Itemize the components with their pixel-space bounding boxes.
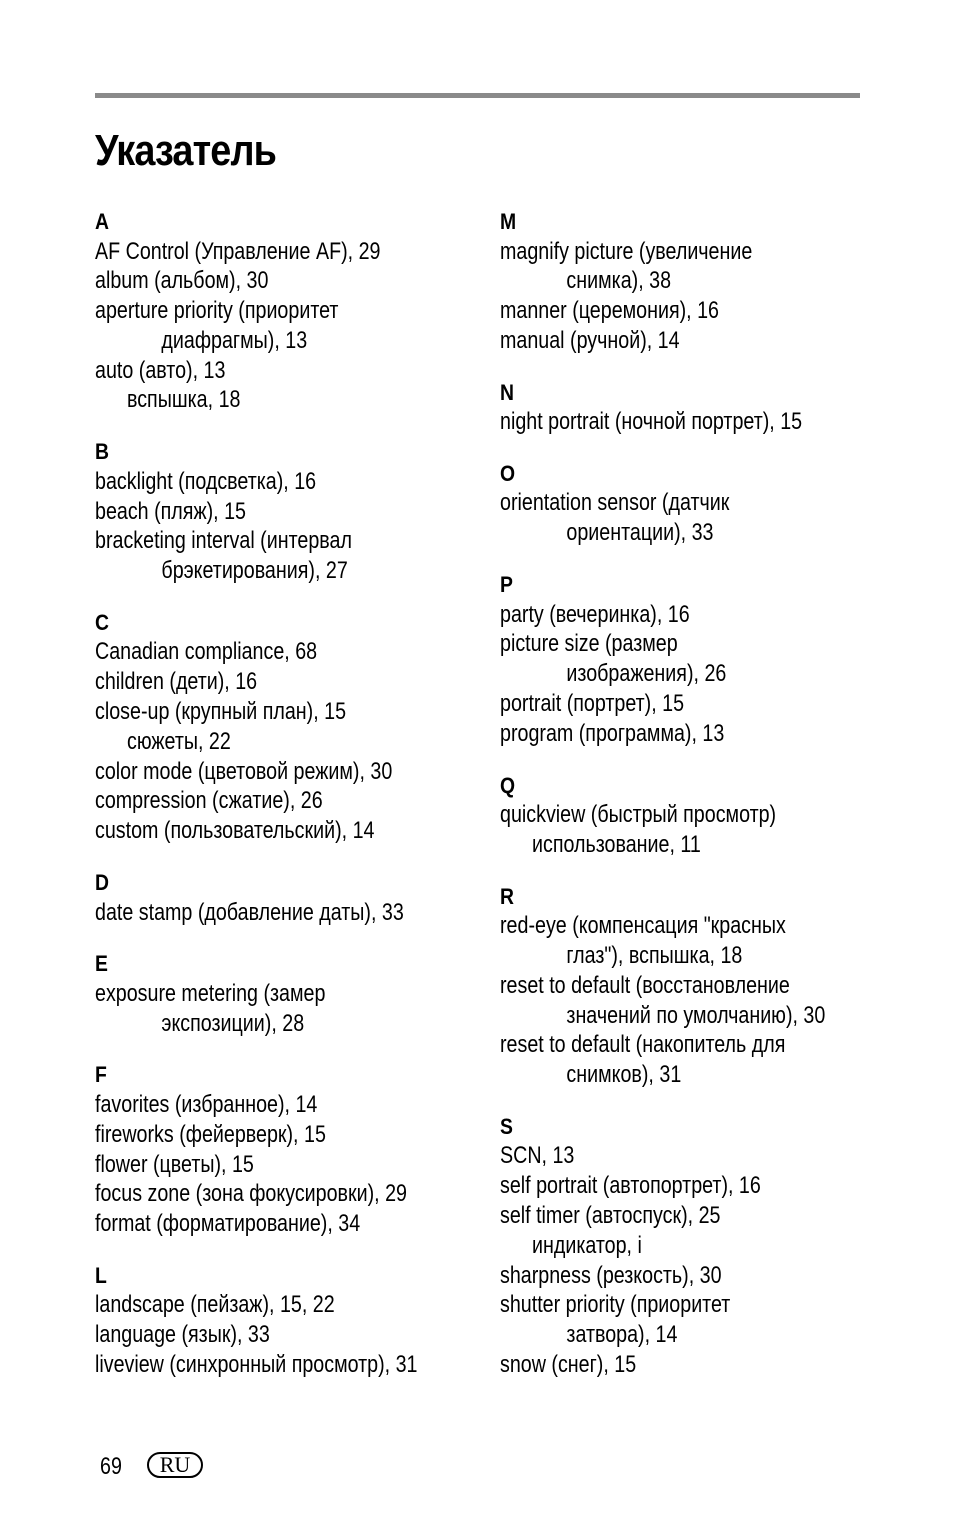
section-letter: N	[500, 379, 514, 405]
index-section	[500, 570, 900, 748]
index-section	[500, 771, 900, 860]
page-title: Указатель	[95, 126, 277, 175]
index-entry: date stamp (добавление даты), 33	[95, 898, 404, 926]
index-entry: compression (сжатие), 26	[95, 787, 323, 815]
index-entry-continuation: значений по умолчанию), 30	[566, 1001, 826, 1029]
index-entry-continuation: снимка), 38	[566, 267, 672, 295]
index-subentry: индикатор, i	[531, 1231, 642, 1259]
index-entry: reset to default (восстановление	[500, 971, 790, 999]
section-letter: S	[500, 1113, 513, 1139]
index-entry: liveview (синхронный просмотр), 31	[95, 1351, 418, 1379]
index-entry: night portrait (ночной портрет), 15	[500, 408, 803, 436]
index-section	[500, 1112, 900, 1380]
index-entry: orientation sensor (датчик	[500, 489, 730, 517]
section-letter: E	[95, 951, 108, 977]
index-entry: picture size (размер	[500, 630, 678, 658]
index-entry: AF Control (Управление AF), 29	[95, 237, 381, 265]
index-section	[95, 1060, 495, 1238]
index-entry-continuation: затвора), 14	[566, 1321, 678, 1349]
index-entry: program (программа), 13	[500, 719, 725, 747]
section-letter: O	[500, 460, 516, 486]
index-section	[95, 608, 495, 846]
section-letter: B	[95, 439, 109, 465]
language-badge: RU	[147, 1452, 203, 1478]
index-entry: sharpness (резкость), 30	[500, 1261, 722, 1289]
section-letter: L	[95, 1262, 107, 1288]
index-entry: children (дети), 16	[95, 668, 258, 696]
index-section	[95, 207, 495, 415]
section-letter: R	[500, 883, 514, 909]
index-entry: shutter priority (приоритет	[500, 1291, 731, 1319]
index-section	[95, 949, 495, 1038]
index-entry: Canadian compliance, 68	[95, 638, 318, 666]
section-letter: C	[95, 609, 109, 635]
index-entry-continuation: глаз"), вспышка, 18	[566, 941, 743, 969]
index-entry: language (язык), 33	[95, 1321, 270, 1349]
index-entry: color mode (цветовой режим), 30	[95, 757, 393, 785]
index-entry-continuation: ориентации), 33	[566, 519, 714, 547]
index-entry: red-eye (компенсация "красных	[500, 912, 786, 940]
index-entry: auto (авто), 13	[95, 356, 226, 384]
index-entry-continuation: изображения), 26	[566, 660, 727, 688]
index-subentry: использование, 11	[531, 830, 701, 858]
index-section	[500, 207, 900, 356]
index-section	[500, 378, 900, 437]
index-entry: focus zone (зона фокусировки), 29	[95, 1180, 407, 1208]
index-entry: fireworks (фейерверк), 15	[95, 1120, 326, 1148]
page-number: 69	[100, 1453, 122, 1480]
section-letter: Q	[500, 772, 516, 798]
index-entry: party (вечеринка), 16	[500, 600, 690, 628]
index-entry-continuation: брэкетирования), 27	[161, 557, 348, 585]
index-entry: bracketing interval (интервал	[95, 527, 352, 555]
index-section	[95, 1261, 495, 1380]
index-entry: aperture priority (приоритет	[95, 297, 339, 325]
index-entry: manual (ручной), 14	[500, 326, 680, 354]
index-subentry: сюжеты, 22	[126, 727, 231, 755]
section-letter: F	[95, 1062, 107, 1088]
index-entry: exposure metering (замер	[95, 979, 326, 1007]
index-entry: snow (снег), 15	[500, 1351, 637, 1379]
index-entry: manner (церемония), 16	[500, 297, 720, 325]
index-entry: self timer (автоспуск), 25	[500, 1202, 721, 1230]
index-entry: magnify picture (увеличение	[500, 237, 753, 265]
index-section	[500, 459, 900, 548]
index-entry-continuation: экспозиции), 28	[161, 1009, 305, 1037]
index-entry: self portrait (автопортрет), 16	[500, 1172, 761, 1200]
index-entry-continuation: диафрагмы), 13	[161, 326, 308, 354]
index-entry: custom (пользовательский), 14	[95, 817, 375, 845]
index-entry-continuation: снимков), 31	[566, 1061, 682, 1089]
index-section	[95, 868, 495, 927]
section-letter: M	[500, 209, 517, 234]
index-entry: beach (пляж), 15	[95, 497, 246, 525]
index-entry: portrait (портрет), 15	[500, 689, 685, 717]
section-letter: A	[95, 209, 109, 234]
index-entry: reset to default (накопитель для	[500, 1031, 786, 1059]
index-entry: SCN, 13	[500, 1142, 575, 1170]
index-entry: album (альбом), 30	[95, 267, 269, 295]
index-entry: quickview (быстрый просмотр)	[500, 801, 777, 829]
index-entry: backlight (подсветка), 16	[95, 467, 317, 495]
top-rule	[95, 93, 860, 98]
index-entry: favorites (избранное), 14	[95, 1090, 318, 1118]
index-entry: close-up (крупный план), 15	[95, 698, 347, 726]
index-column-left	[95, 207, 495, 1402]
index-entry: landscape (пейзаж), 15, 22	[95, 1291, 335, 1319]
index-entry: flower (цветы), 15	[95, 1150, 254, 1178]
section-letter: P	[500, 572, 513, 598]
index-section	[500, 882, 900, 1090]
index-entry: format (форматирование), 34	[95, 1210, 361, 1238]
index-subentry: вспышка, 18	[126, 386, 241, 414]
index-column-right	[500, 207, 900, 1402]
index-section	[95, 437, 495, 586]
section-letter: D	[95, 870, 109, 896]
